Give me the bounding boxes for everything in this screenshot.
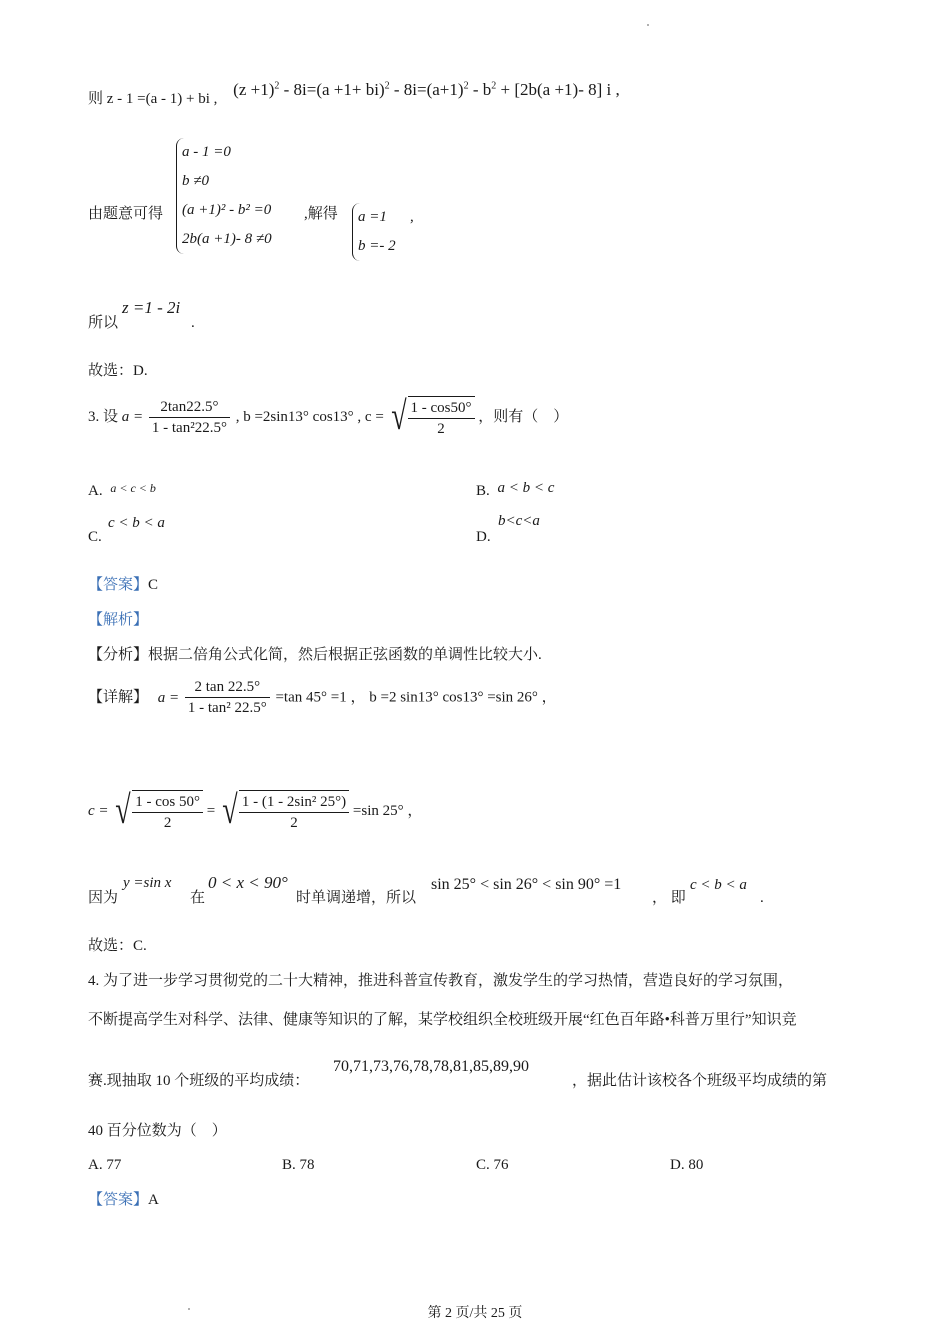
q3-d1-b: b =2 sin13° cos13° =sin 26° xyxy=(369,689,538,706)
scan-speck xyxy=(647,24,649,26)
p2-cond-line: a - 1 =0 xyxy=(182,144,231,160)
p2-cond-line: b ≠0 xyxy=(182,173,209,189)
q3-d1-a: a = xyxy=(157,689,180,706)
q3-concl-tail: . xyxy=(760,890,764,906)
q3-option-a-text: a < c < b xyxy=(110,481,156,495)
q4-option-b: B. 78 xyxy=(282,1157,315,1173)
p2-sol-tail: , xyxy=(410,209,414,225)
q3-d1-tail: ， xyxy=(541,689,557,706)
q3-d2-c: c = xyxy=(88,803,109,819)
q3-b-eq: , b =2sin13° cos13° , c = xyxy=(235,409,384,425)
p2-solve-label: ,解得 xyxy=(304,206,338,222)
q3-d2-sqrt1: √ $\frac{1 - \cos 50^\circ}{2}$ xyxy=(112,790,203,832)
q3-option-d-label: D. xyxy=(476,529,491,545)
q3-detail-line1 xyxy=(88,678,557,717)
q3-num-label: 3. 设 xyxy=(88,409,119,425)
q3-a-denominator: 1 - tan²22.5° xyxy=(151,419,227,436)
q3-d2-sqrt2: √ $\frac{\text{1 - (1 - 2sin² 25°)}}{2}$ xyxy=(219,790,349,832)
p2-line1 xyxy=(88,80,620,108)
q3-d2-denominator2: 2 xyxy=(290,815,298,831)
q3-option-b-label: B. xyxy=(476,483,490,499)
q3-d1-fraction xyxy=(185,678,270,717)
q4-line3-pre: 赛.现抽取 10 个班级的平均成绩： xyxy=(88,1073,310,1089)
q4-answer-value: A xyxy=(148,1192,159,1208)
q3-d2-eq: = xyxy=(206,803,216,819)
p2-sol-line: b =- 2 xyxy=(358,238,396,254)
q4-line1: 4. 为了进一步学习贯彻党的二十大精神，推进科普宣传教育，激发学生的学习热情，营造良好的学习氛围， xyxy=(88,973,794,989)
q3-c-sqrt: √ $\frac{1 - \cos 50^\circ}{2}$ xyxy=(388,396,475,438)
q3-zai: 在 xyxy=(190,890,206,906)
q3-d1-denominator: 1 - tan² 22.5° xyxy=(187,700,267,716)
q4-option-a: A. 77 xyxy=(88,1157,122,1173)
q4-answer xyxy=(88,1191,159,1209)
q3-func: y =sin x xyxy=(123,875,172,891)
p2-eq-square: $(z +1)^2 - 8i=(a +1+ bi)^2 - 8i=(a+1)^2 - b^2 + [2b(a +1)-$ 8] i , xyxy=(233,80,620,99)
q3-option-c-label: C. xyxy=(88,529,102,545)
q3-d1-sep: ， xyxy=(350,689,366,706)
q3-d2-fraction1 xyxy=(132,793,203,832)
q4-answer-tag: 【答案】 xyxy=(88,1192,149,1208)
q3-a-fraction xyxy=(149,398,230,437)
q3-fenxi xyxy=(88,646,542,664)
q3-d2-rest: =sin 25° xyxy=(352,803,404,819)
q3-range: 0 < x < 90° xyxy=(208,873,288,892)
p2-choose: 故选：D. xyxy=(88,363,148,379)
q4-option-d: D. 80 xyxy=(670,1157,704,1173)
page-footer: 第 2 页/共 25 页 xyxy=(427,1306,523,1321)
q3-answer-value: C xyxy=(148,577,159,593)
q4-option-c: C. 76 xyxy=(476,1157,509,1173)
q3-d2-numerator1: 1 - cos 50° xyxy=(132,793,203,813)
q3-d2-denominator1: 2 xyxy=(163,815,172,831)
q3-analysis-tag: 【解析】 xyxy=(88,612,149,628)
p2-sol-line: a =1 xyxy=(358,209,387,225)
q3-answer xyxy=(88,576,158,594)
p2-cond-line: (a +1)² - b² =0 xyxy=(182,202,272,218)
p2-so-expr: z =1 - 2i xyxy=(122,298,181,317)
p2-eq-z-minus-1: z - 1 =(a - 1) + bi , xyxy=(106,91,218,107)
q3-tail: ，则有（ ） xyxy=(478,409,569,425)
q3-c-denominator: 2 xyxy=(437,421,445,437)
q3-choose: 故选：C. xyxy=(88,938,147,954)
q4-scores: 70,71,73,76,78,78,81,85,89,90 xyxy=(333,1058,529,1075)
q3-d2-numerator2: 1 - (1 - 2sin² 25°) xyxy=(239,793,349,813)
q3-option-d-text: b<c<a xyxy=(498,513,540,529)
q3-fenxi-tag: 【分析】 xyxy=(88,647,149,663)
q3-option-b-text: a < b < c xyxy=(497,480,555,496)
q3-d1-rest: =tan 45° =1 xyxy=(275,689,347,706)
q4-line4: 40 百分位数为（ ） xyxy=(88,1123,227,1139)
q3-fenxi-text: 根据二倍角公式化简，然后根据正弦函数的单调性比较大小. xyxy=(148,647,542,663)
q3-stem xyxy=(88,393,569,438)
q3-option-c-text: c < b < a xyxy=(108,515,165,531)
q3-d2-fraction2 xyxy=(239,793,349,832)
q3-c-numerator: 1 - cos50° xyxy=(408,399,475,419)
q3-answer-tag: 【答案】 xyxy=(88,577,149,593)
q3-detail-tag: 【详解】 xyxy=(88,689,149,706)
q3-detail-line2 xyxy=(88,787,423,832)
q3-option-a xyxy=(88,482,156,500)
p2-so-label: 所以 xyxy=(88,315,119,331)
q3-because-label: 因为 xyxy=(88,890,119,906)
q3-a-eq: a = xyxy=(121,409,144,425)
q3-c-fraction xyxy=(408,399,475,438)
q4-line2: 不断提高学生对科学、法律、健康等知识的了解，某学校组织全校班级开展“红色百年路•科普万里行”知识竞 xyxy=(88,1012,797,1028)
p2-text-ze: 则 xyxy=(88,91,104,107)
p2-condition-system xyxy=(176,138,272,254)
p2-cond-line: 2b(a +1)- 8 ≠0 xyxy=(182,231,272,247)
q3-d2-tail: ， xyxy=(407,803,423,819)
q3-option-a-label: A. xyxy=(88,483,103,499)
q3-a-numerator: 2tan22.5° xyxy=(149,398,230,418)
q3-concl: c < b < a xyxy=(690,877,747,893)
q3-ineq: sin 25° < sin 26° < sin 90° =1 xyxy=(431,876,622,893)
q3-option-b xyxy=(476,482,554,500)
q4-line3-post: ，据此估计该校各个班级平均成绩的第 xyxy=(572,1073,828,1089)
q3-d1-numerator: 2 tan 22.5° xyxy=(185,678,270,698)
p2-solution-system xyxy=(352,203,396,261)
p2-cond-label: 由题意可得 xyxy=(88,206,164,222)
p2-so-tail: . xyxy=(191,315,195,331)
q3-mono: 时单调递增，所以 xyxy=(296,890,417,906)
q3-ji: ， 即 xyxy=(652,890,686,906)
